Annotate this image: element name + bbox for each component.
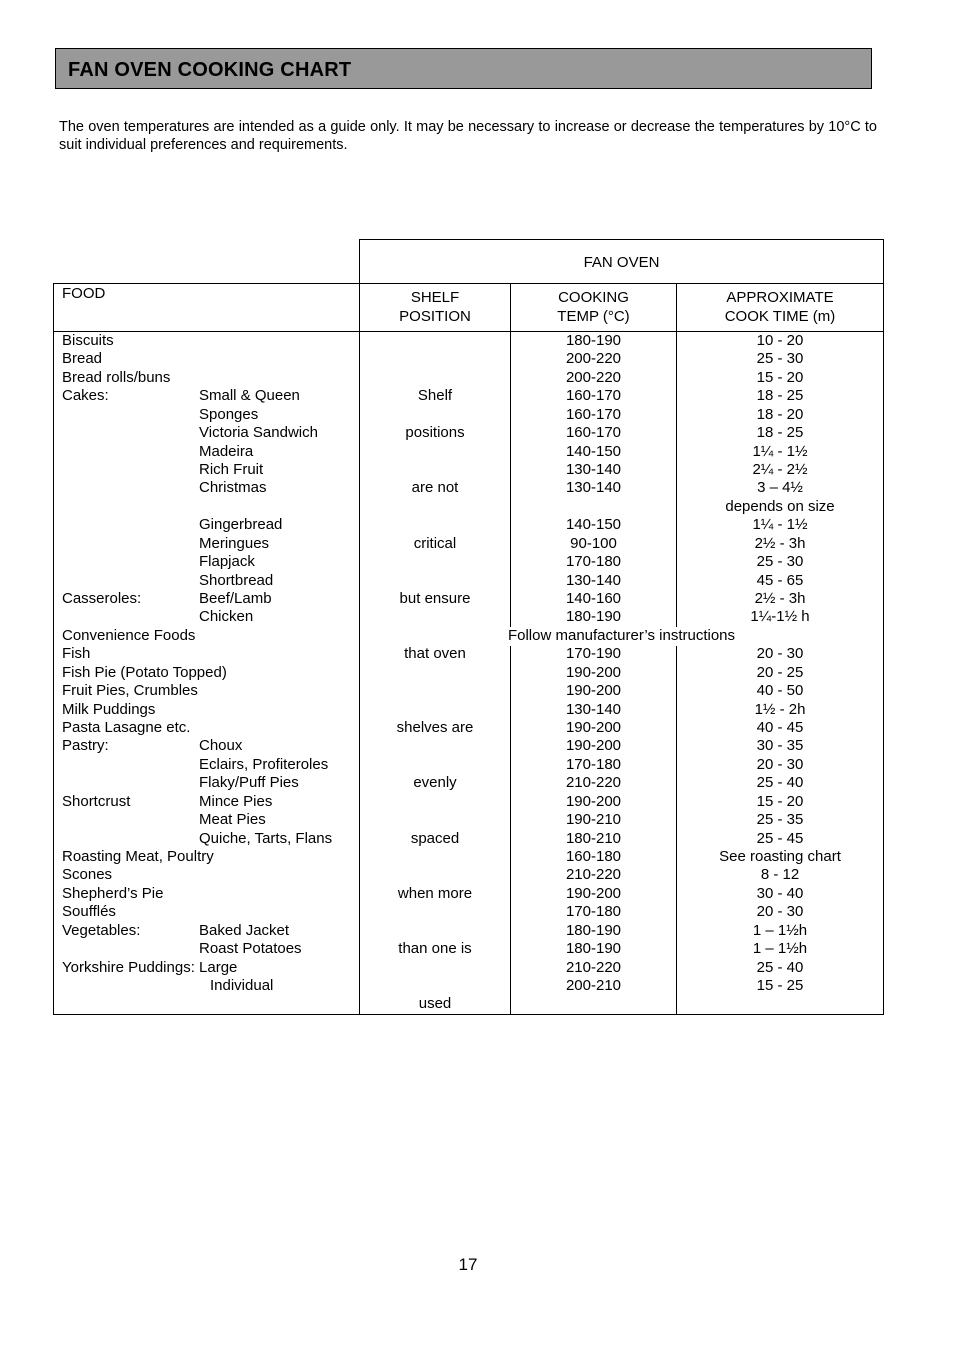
cook-time-cell: See roasting chart — [719, 848, 841, 866]
table-border — [53, 1014, 884, 1015]
cooking-temp-cell: 190-200 — [565, 737, 622, 755]
cook-time-cell: 15 - 20 — [756, 368, 804, 386]
food-name: Shepherd’s Pie — [62, 884, 164, 902]
food-name: Fruit Pies, Crumbles — [62, 682, 198, 700]
food-variant: Eclairs, Profiteroles — [199, 755, 329, 773]
table-border — [883, 239, 884, 1015]
cooking-temp-cell: 210-220 — [565, 866, 622, 884]
food-variant: Beef/Lamb — [199, 590, 272, 608]
cooking-temp-cell: 160-170 — [565, 424, 622, 442]
cook-time-cell: 25 - 45 — [756, 829, 804, 847]
shelf-position-cell: when more — [397, 884, 473, 902]
cooking-temp-cell: 130-140 — [565, 700, 622, 718]
cooking-temp-cell: 190-200 — [565, 884, 622, 902]
cooking-temp-cell: 190-200 — [565, 663, 622, 681]
food-variant: Meat Pies — [199, 811, 266, 829]
cook-time-cell: 1¼ - 1½ — [752, 516, 808, 534]
cooking-temp-cell: 160-170 — [565, 405, 622, 423]
food-name: Yorkshire Puddings: Large — [62, 958, 238, 976]
shelf-header-line: POSITION — [399, 308, 471, 325]
cook-time-cell: 20 - 30 — [756, 755, 804, 773]
food-variant: Rich Fruit — [199, 461, 264, 478]
cook-time-cell: 1½ - 2h — [754, 700, 806, 718]
cook-time-cell: 20 - 30 — [756, 903, 804, 921]
cook-time-cell: 40 - 50 — [756, 682, 804, 700]
cook-time-cell: 25 - 30 — [756, 553, 804, 571]
cook-time-cell: 1 – 1½h — [752, 940, 808, 958]
cooking-temp-cell: 180-190 — [565, 940, 622, 958]
food-variant: Baked Jacket — [199, 921, 290, 939]
shelf-position-cell: evenly — [413, 774, 457, 792]
cooking-temp-cell: 140-160 — [565, 590, 622, 608]
cook-time-cell: 1¼-1½ h — [750, 608, 810, 626]
food-name: Pasta Lasagne etc. — [62, 719, 191, 737]
page-number: 17 — [458, 1255, 478, 1274]
food-variant: Chicken — [199, 608, 254, 626]
cook-time-cell: 18 - 25 — [756, 424, 804, 442]
intro-paragraph: The oven temperatures are intended as a guide only. It may be necessary to increase or decrease the temperatures by 10°C to suit individual preferences and requirements. — [59, 119, 877, 153]
cooking-temp-cell: 190-200 — [565, 719, 622, 737]
food-name: Scones — [62, 866, 113, 884]
cook-time-cell: 1 – 1½h — [752, 921, 808, 939]
food-name: Convenience Foods — [62, 626, 196, 644]
shelf-position-cell: spaced — [410, 829, 460, 847]
food-name: Milk Puddings — [62, 700, 156, 718]
shelf-position-cell: that oven — [404, 645, 466, 663]
cook-time-cell: 18 - 20 — [756, 405, 804, 423]
cooking-temp-cell: 170-190 — [565, 645, 622, 663]
food-name: Pastry: — [62, 737, 109, 755]
cook-time-cell: 2½ - 3h — [754, 534, 806, 552]
cook-time-cell: depends on size — [725, 497, 835, 515]
cooking-temp-cell: 190-200 — [565, 682, 622, 700]
shelf-position-cell: are not — [411, 479, 459, 497]
cooking-temp-cell: 200-210 — [565, 977, 622, 995]
cook-time-header — [677, 288, 883, 326]
cooking-temp-cell: 210-220 — [565, 774, 622, 792]
food-variant: Shortbread — [199, 571, 274, 589]
food-variant: Christmas — [199, 479, 267, 497]
fan-oven-header: FAN OVEN — [583, 254, 660, 271]
time-header-line: COOK TIME (m) — [724, 308, 836, 325]
cooking-temp-cell: 90-100 — [570, 534, 617, 552]
cook-time-cell: 15 - 20 — [756, 792, 804, 810]
cook-time-cell: 45 - 65 — [756, 571, 804, 589]
cooking-temp-cell: 160-170 — [565, 387, 622, 405]
food-name: Biscuits — [62, 332, 114, 349]
shelf-position-cell: shelves are — [396, 719, 474, 737]
cooking-temp-header — [511, 288, 676, 326]
chart-title-bar — [55, 48, 872, 89]
cooking-temp-cell: 200-220 — [565, 368, 622, 386]
time-header-line: APPROXIMATE — [726, 289, 834, 306]
spanning-note: Follow manufacturer’s instructions — [507, 626, 736, 644]
food-name: Fish Pie (Potato Topped) — [62, 663, 227, 681]
cook-time-cell: 25 - 40 — [756, 774, 804, 792]
shelf-position-cell: positions — [405, 424, 465, 442]
shelf-position-cell: Shelf — [417, 387, 453, 405]
food-variant: Roast Potatoes — [199, 940, 302, 958]
food-name: Roasting Meat, Poultry — [62, 848, 214, 866]
food-name: Bread — [62, 350, 103, 368]
food-variant: Meringues — [199, 534, 270, 552]
food-header: FOOD — [62, 285, 106, 302]
cooking-temp-cell: 140-150 — [565, 516, 622, 534]
shelf-position-header — [360, 288, 510, 326]
food-variant: Victoria Sandwich — [199, 424, 318, 442]
shelf-position-cell: used — [418, 995, 452, 1013]
food-variant: Mince Pies — [199, 792, 273, 810]
cooking-temp-cell: 180-190 — [565, 921, 622, 939]
food-name: Fish — [62, 645, 91, 663]
food-name: Casseroles: — [62, 590, 142, 608]
cooking-temp-cell: 130-140 — [565, 461, 622, 478]
shelf-header-line: SHELF — [410, 289, 460, 306]
cook-time-cell: 25 - 40 — [756, 958, 804, 976]
cook-time-cell: 20 - 30 — [756, 645, 804, 663]
food-variant: Small & Queen — [199, 387, 300, 405]
cooking-temp-cell: 180-190 — [565, 608, 622, 626]
cook-time-cell: 1¼ - 1½ — [752, 442, 808, 460]
temp-header-line: TEMP (°C) — [557, 308, 630, 325]
cook-time-cell: 25 - 30 — [756, 350, 804, 368]
food-variant: Gingerbread — [199, 516, 283, 534]
table-border — [359, 239, 884, 240]
cooking-temp-cell: 170-180 — [565, 755, 622, 773]
food-variant: Quiche, Tarts, Flans — [199, 829, 333, 847]
cook-time-cell: 18 - 25 — [756, 387, 804, 405]
food-name: Soufflés — [62, 903, 116, 921]
cooking-temp-cell: 190-200 — [565, 792, 622, 810]
cooking-temp-cell: 130-140 — [565, 479, 622, 497]
food-name: Shortcrust — [62, 792, 131, 810]
temp-header-line: COOKING — [558, 289, 629, 306]
cook-time-cell: 40 - 45 — [756, 719, 804, 737]
shelf-position-cell: but ensure — [399, 590, 471, 608]
cook-time-cell: 10 - 20 — [756, 332, 804, 349]
food-variant: Sponges — [199, 405, 259, 423]
food-variant: Choux — [199, 737, 243, 755]
cooking-temp-cell: 130-140 — [565, 571, 622, 589]
cook-time-cell: 25 - 35 — [756, 811, 804, 829]
cook-time-cell: 30 - 40 — [756, 884, 804, 902]
cook-time-cell: 30 - 35 — [756, 737, 804, 755]
cook-time-cell: 3 – 4½ — [757, 479, 803, 497]
food-name: Cakes: — [62, 387, 109, 405]
cooking-temp-cell: 170-180 — [565, 553, 622, 571]
food-variant: Madeira — [199, 442, 254, 460]
cooking-temp-cell: 190-210 — [565, 811, 622, 829]
cook-time-cell: 15 - 25 — [756, 977, 804, 995]
cook-time-cell: 2¼ - 2½ — [752, 461, 808, 478]
food-variant: Individual — [210, 977, 274, 995]
table-border — [53, 283, 54, 1015]
shelf-position-cell: than one is — [398, 940, 472, 958]
table-border — [53, 283, 884, 284]
food-variant: Flaky/Puff Pies — [199, 774, 299, 792]
cooking-temp-cell: 180-190 — [565, 332, 622, 349]
cook-time-cell: 20 - 25 — [756, 663, 804, 681]
shelf-position-cell: critical — [413, 534, 457, 552]
food-name: Bread rolls/buns — [62, 368, 171, 386]
cooking-temp-cell: 210-220 — [565, 958, 622, 976]
cooking-temp-cell: 140-150 — [565, 442, 622, 460]
cooking-temp-cell: 170-180 — [565, 903, 622, 921]
cook-time-cell: 8 - 12 — [760, 866, 800, 884]
page-title: FAN OVEN COOKING CHART — [68, 59, 352, 81]
cooking-temp-cell: 180-210 — [565, 829, 622, 847]
cooking-temp-cell: 160-180 — [565, 848, 622, 866]
food-variant: Flapjack — [199, 553, 255, 571]
food-name: Vegetables: — [62, 921, 141, 939]
cook-time-cell: 2½ - 3h — [754, 590, 806, 608]
cooking-temp-cell: 200-220 — [565, 350, 622, 368]
